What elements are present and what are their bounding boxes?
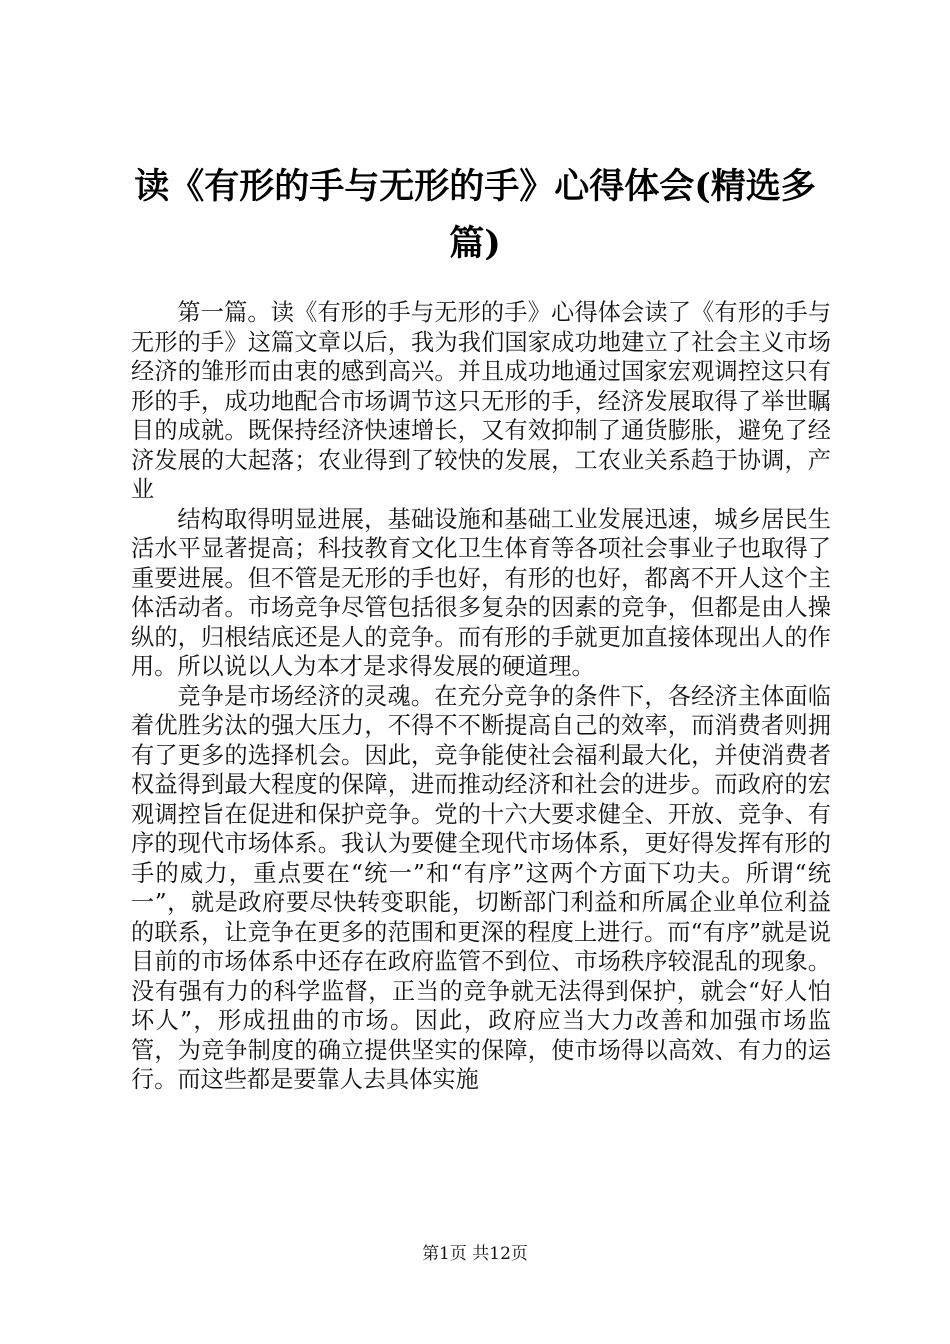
paragraph-2: 结构取得明显进展，基础设施和基础工业发展迅速，城乡居民生活水平显著提高；科技教育文化卫生体育等各项社会事业子也取得了重要进展。但不管是无形的手也好，有形的也好，都离不开人这个主体活动者。市场竞争尽管包括很多复杂的因素的竞争，但都是由人操纵的，归根结底还是人的竞争。而有形的手就更加直接体现出人的作用。所以说以人为本才是求得发展的硬道理。 [131,505,831,680]
paragraph-3: 竞争是市场经济的灵魂。在充分竞争的条件下，各经济主体面临着优胜劣汰的强大压力，不得不不断提高自己的效率，而消费者则拥有了更多的选择机会。因此，竞争能使社会福利最大化，并使消费者权益得到最大程度的保障，进而推动经济和社会的进步。而政府的宏观调控旨在促进和保护竞争。党的十六大要求健全、开放、竞争、有序的现代市场体系。我认为要健全现代市场体系，更好得发挥有形的手的威力，重点要在“统一”和“有序”这两个方面下功夫。所谓“统一”，就是政府要尽快转变职能，切断部门利益和所属企业单位利益的联系，让竞争在更多的范围和更深的程度上进行。而“有序”就是说目前的市场体系中还存在政府监管不到位、市场秩序较混乱的现象。没有强有力的科学监督，正当的竞争就无法得到保护，就会“好人怕坏人”，形成扭曲的市场。因此，政府应当大力改善和加强市场监管，为竞争制度的确立提供坚实的保障，使市场得以高效、有力的运行。而这些都是要靠人去具体实施 [131,682,831,1093]
page-footer: 第1页 共12页 [422,1244,528,1264]
document-body [131,298,831,1095]
paragraph-1: 第一篇。读《有形的手与无形的手》心得体会读了《有形的手与无形的手》这篇文章以后，我为我们国家成功地建立了社会主义市场经济的雏形而由衷的感到高兴。并且成功地通过国家宏观调控这只有形的手，成功地配合市场调节这只无形的手，经济发展取得了举世瞩目的成就。既保持经济快速增长，又有效抑制了通货膨胀，避免了经济发展的大起落；农业得到了较快的发展，工农业关系趋于协调，产业 [131,299,831,503]
document-title: 读《有形的手与无形的手》心得体会(精选多篇) [134,166,816,264]
